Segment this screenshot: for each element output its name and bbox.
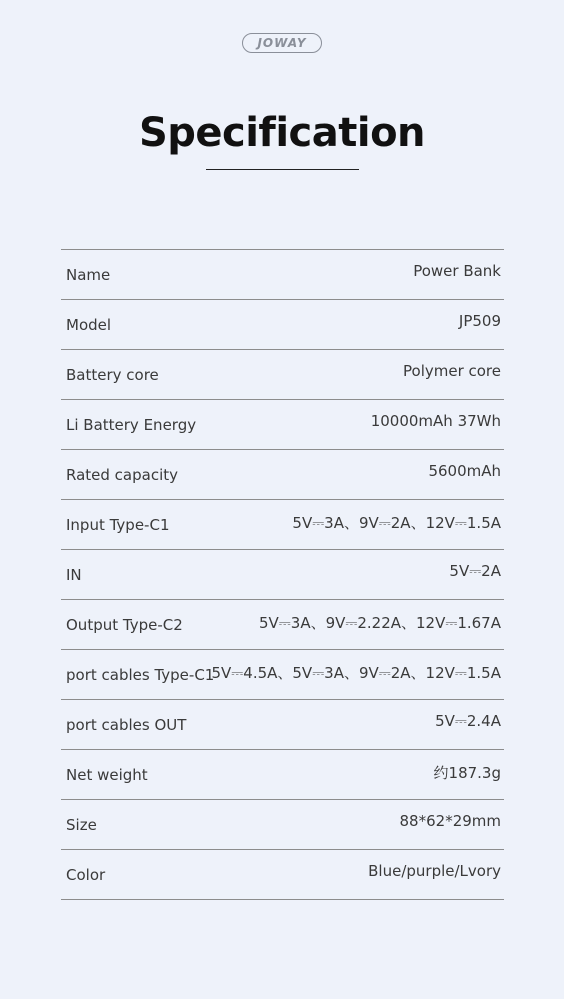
spec-row-model	[61, 299, 504, 349]
spec-value: 10000mAh 37Wh	[370, 412, 501, 430]
page-title: Specification	[138, 110, 426, 156]
spec-value: Power Bank	[413, 262, 501, 280]
spec-label: Battery core	[66, 366, 159, 384]
spec-label: Net weight	[66, 766, 148, 784]
spec-row-name	[61, 249, 504, 299]
spec-label: IN	[66, 566, 82, 584]
spec-label: Name	[66, 266, 111, 284]
spec-label: Rated capacity	[66, 466, 179, 484]
spec-row-battery-energy	[61, 399, 504, 449]
spec-row-net-weight	[61, 749, 504, 799]
spec-row-color	[61, 849, 504, 900]
spec-value: 5600mAh	[428, 462, 501, 480]
spec-row-input-type-c1	[61, 499, 504, 549]
spec-row-port-cables-type-c1	[61, 649, 504, 699]
spec-label: port cables OUT	[66, 716, 187, 734]
spec-value: 约187.3g	[433, 764, 501, 782]
spec-label: Size	[66, 816, 97, 834]
spec-value: 5V⎓3A、9V⎓2.22A、12V⎓1.67A	[259, 614, 501, 632]
spec-value: 5V⎓4.5A、5V⎓3A、9V⎓2A、12V⎓1.5A	[211, 664, 501, 682]
spec-value: 88*62*29mm	[399, 812, 501, 830]
spec-label: Input Type-C1	[66, 516, 170, 534]
brand-logo	[242, 33, 322, 53]
title-underline	[206, 169, 359, 170]
spec-value: 5V⎓2A	[449, 562, 501, 580]
spec-label: port cables Type-C1	[66, 666, 215, 684]
spec-label: Model	[66, 316, 112, 334]
spec-label: Output Type-C2	[66, 616, 183, 634]
spec-label: Li Battery Energy	[66, 416, 197, 434]
spec-row-output-type-c2	[61, 599, 504, 649]
spec-label: Color	[66, 866, 106, 884]
spec-row-in	[61, 549, 504, 599]
spec-table	[61, 249, 504, 900]
spec-row-battery-core	[61, 349, 504, 399]
spec-value: JP509	[458, 312, 501, 330]
spec-value: 5V⎓3A、9V⎓2A、12V⎓1.5A	[292, 514, 501, 532]
spec-value: 5V⎓2.4A	[435, 712, 501, 730]
spec-value: Polymer core	[403, 362, 501, 380]
spec-row-port-cables-out	[61, 699, 504, 749]
spec-row-rated-capacity	[61, 449, 504, 499]
spec-value: Blue/purple/Lvory	[368, 862, 501, 880]
spec-row-size	[61, 799, 504, 849]
brand-logo-text: JOWAY	[257, 36, 307, 50]
